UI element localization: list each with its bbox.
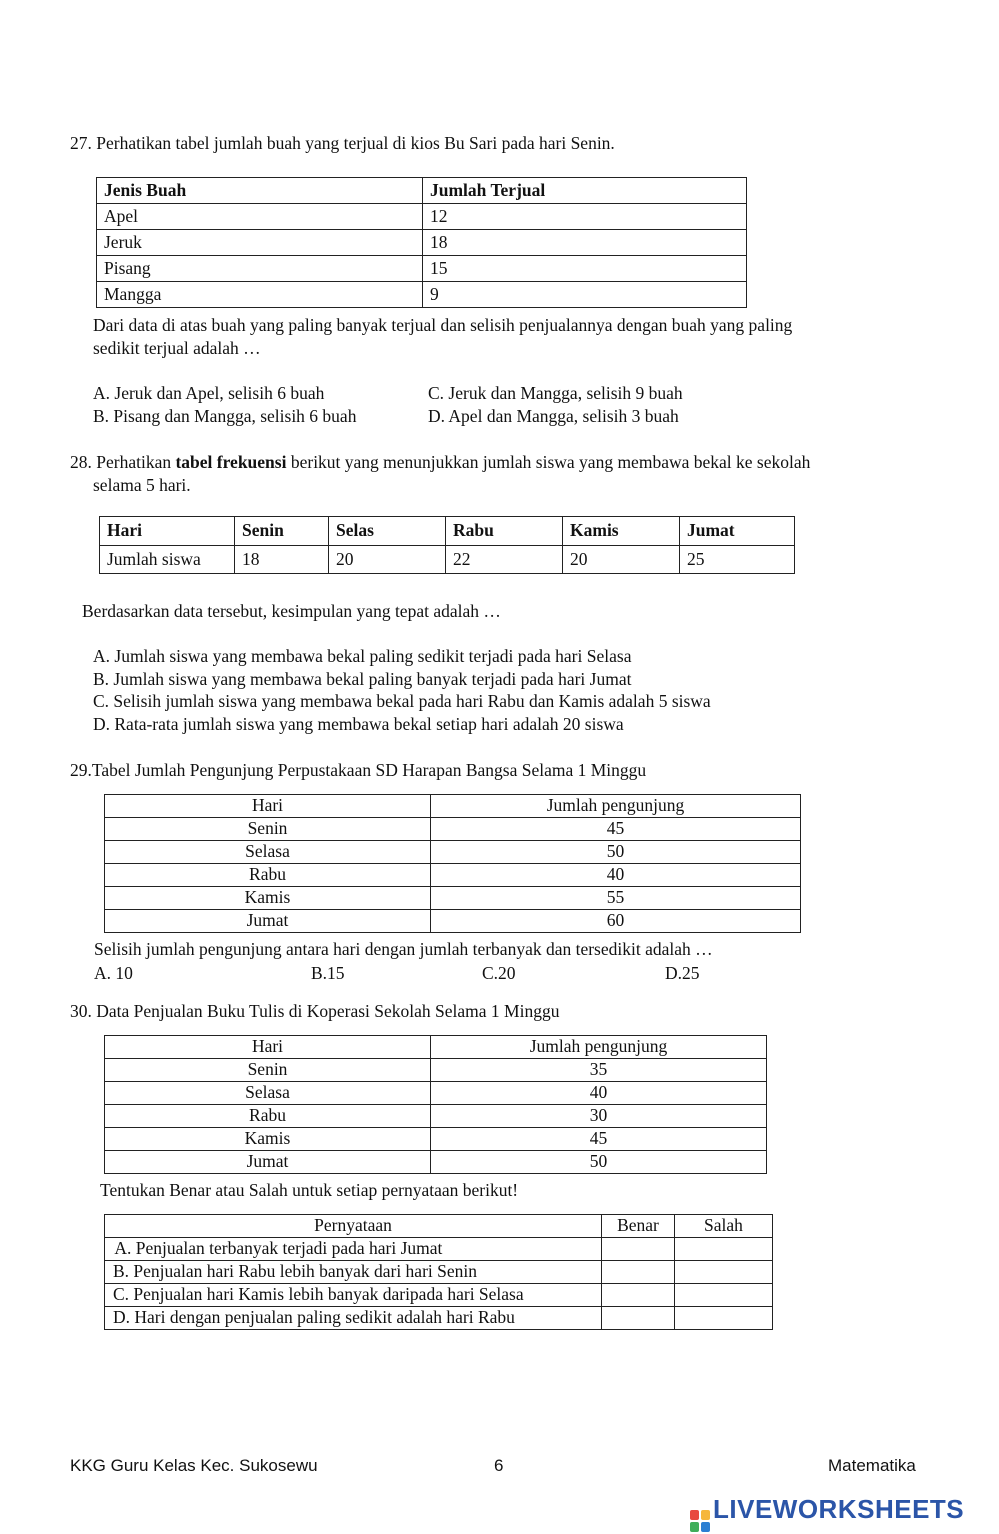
q29-cell: Selasa bbox=[105, 841, 431, 864]
q30-stem: 30. Data Penjualan Buku Tulis di Koperasi Sekolah Selama 1 Minggu bbox=[70, 1001, 560, 1021]
q29-cell: Rabu bbox=[105, 864, 431, 887]
q29-cell: 45 bbox=[431, 818, 801, 841]
q29-header-day: Hari bbox=[105, 795, 431, 818]
q27-cell: Jeruk bbox=[97, 230, 423, 256]
q29-stem: 29.Tabel Jumlah Pengunjung Perpustakaan SD Harapan Bangsa Selama 1 Minggu bbox=[70, 760, 647, 780]
q28-stem-prefix: 28. Perhatikan bbox=[70, 452, 176, 472]
q27-cell: 15 bbox=[423, 256, 747, 282]
q29-cell: Jumat bbox=[105, 910, 431, 933]
q28-cell: 25 bbox=[680, 546, 795, 574]
q29-cell: 55 bbox=[431, 887, 801, 910]
q28-cell: 20 bbox=[329, 546, 446, 574]
q28-option-a[interactable]: A. Jumlah siswa yang membawa bekal paling sedikit terjadi pada hari Selasa bbox=[93, 646, 632, 666]
tf-false-checkbox-a[interactable] bbox=[675, 1238, 773, 1261]
q27-question-line1: Dari data di atas buah yang paling banyak terjual dan selisih penjualannya dengan buah yang paling bbox=[93, 315, 793, 335]
liveworksheets-text: LIVEWORKSHEETS bbox=[713, 1494, 965, 1524]
q30-cell: 40 bbox=[431, 1082, 767, 1105]
q30-cell: Selasa bbox=[105, 1082, 431, 1105]
q27-cell: 9 bbox=[423, 282, 747, 308]
q27-option-b[interactable]: B. Pisang dan Mangga, selisih 6 buah bbox=[93, 406, 357, 426]
q28-header: Rabu bbox=[446, 517, 563, 546]
q27-cell: Apel bbox=[97, 204, 423, 230]
q29-option-c[interactable]: C.20 bbox=[482, 963, 516, 983]
q30-cell: 45 bbox=[431, 1128, 767, 1151]
q30-header-visitors: Jumlah pengunjung bbox=[431, 1036, 767, 1059]
q29-option-b[interactable]: B.15 bbox=[311, 963, 345, 983]
q28-header: Hari bbox=[100, 517, 235, 546]
q29-option-d[interactable]: D.25 bbox=[665, 963, 700, 983]
q27-question-line2: sedikit terjual adalah … bbox=[93, 338, 261, 358]
tf-true-checkbox-c[interactable] bbox=[602, 1284, 675, 1307]
q27-header-sold: Jumlah Terjual bbox=[423, 178, 747, 204]
q29-cell: Senin bbox=[105, 818, 431, 841]
q30-instruction: Tentukan Benar atau Salah untuk setiap pernyataan berikut! bbox=[100, 1180, 519, 1200]
tf-statement-b: B. Penjualan hari Rabu lebih banyak dari hari Senin bbox=[105, 1261, 602, 1284]
q29-cell: 50 bbox=[431, 841, 801, 864]
q27-table bbox=[96, 177, 747, 308]
q28-option-c[interactable]: C. Selisih jumlah siswa yang membawa bekal pada hari Rabu dan Kamis adalah 5 siswa bbox=[93, 691, 711, 711]
q30-cell: 30 bbox=[431, 1105, 767, 1128]
logo-square bbox=[690, 1522, 699, 1532]
tf-statement-c: C. Penjualan hari Kamis lebih banyak daripada hari Selasa bbox=[105, 1284, 602, 1307]
q29-question: Selisih jumlah pengunjung antara hari dengan jumlah terbanyak dan tersedikit adalah … bbox=[94, 939, 713, 959]
q28-option-d[interactable]: D. Rata-rata jumlah siswa yang membawa bekal setiap hari adalah 20 siswa bbox=[93, 714, 624, 734]
q30-table bbox=[104, 1035, 767, 1174]
q30-cell: Jumat bbox=[105, 1151, 431, 1174]
q29-table bbox=[104, 794, 801, 933]
q28-stem-bold: tabel frekuensi bbox=[175, 452, 287, 472]
liveworksheets-icon bbox=[690, 1510, 710, 1532]
logo-square bbox=[701, 1522, 710, 1532]
logo-square bbox=[690, 1510, 699, 1520]
q28-stem-suffix: berikut yang menunjukkan jumlah siswa yang membawa bekal ke sekolah bbox=[286, 452, 811, 472]
tf-statement-a: A. Penjualan terbanyak terjadi pada hari Jumat bbox=[105, 1238, 602, 1261]
q30-cell: Senin bbox=[105, 1059, 431, 1082]
q29-cell: 60 bbox=[431, 910, 801, 933]
q27-cell: Mangga bbox=[97, 282, 423, 308]
q30-cell: 35 bbox=[431, 1059, 767, 1082]
q28-cell: 18 bbox=[235, 546, 329, 574]
q27-stem: 27. Perhatikan tabel jumlah buah yang terjual di kios Bu Sari pada hari Senin. bbox=[70, 133, 615, 153]
q28-cell: Jumlah siswa bbox=[100, 546, 235, 574]
q28-stem-line2: selama 5 hari. bbox=[93, 475, 191, 495]
q30-cell: Kamis bbox=[105, 1128, 431, 1151]
q30-header-day: Hari bbox=[105, 1036, 431, 1059]
q28-table bbox=[99, 516, 795, 574]
tf-true-checkbox-b[interactable] bbox=[602, 1261, 675, 1284]
q27-header-fruit: Jenis Buah bbox=[97, 178, 423, 204]
footer-page-number: 6 bbox=[494, 1456, 504, 1475]
tf-true-checkbox-a[interactable] bbox=[602, 1238, 675, 1261]
tf-false-checkbox-c[interactable] bbox=[675, 1284, 773, 1307]
q30-cell: Rabu bbox=[105, 1105, 431, 1128]
q27-option-d[interactable]: D. Apel dan Mangga, selisih 3 buah bbox=[428, 406, 679, 426]
tf-header-true: Benar bbox=[602, 1215, 675, 1238]
tf-statement-d: D. Hari dengan penjualan paling sedikit adalah hari Rabu bbox=[105, 1307, 602, 1330]
q29-option-a[interactable]: A. 10 bbox=[94, 963, 133, 983]
tf-header-false: Salah bbox=[675, 1215, 773, 1238]
q28-header: Selas bbox=[329, 517, 446, 546]
tf-false-checkbox-b[interactable] bbox=[675, 1261, 773, 1284]
q28-question: Berdasarkan data tersebut, kesimpulan yang tepat adalah … bbox=[82, 601, 501, 621]
q28-header: Senin bbox=[235, 517, 329, 546]
tf-true-checkbox-d[interactable] bbox=[602, 1307, 675, 1330]
q28-header: Jumat bbox=[680, 517, 795, 546]
logo-square bbox=[701, 1510, 710, 1520]
q28-option-b[interactable]: B. Jumlah siswa yang membawa bekal paling banyak terjadi pada hari Jumat bbox=[93, 669, 632, 689]
q27-option-c[interactable]: C. Jeruk dan Mangga, selisih 9 buah bbox=[428, 383, 683, 403]
q27-cell: Pisang bbox=[97, 256, 423, 282]
q28-cell: 20 bbox=[563, 546, 680, 574]
q30-cell: 50 bbox=[431, 1151, 767, 1174]
q28-cell: 22 bbox=[446, 546, 563, 574]
q29-cell: 40 bbox=[431, 864, 801, 887]
tf-header-statement: Pernyataan bbox=[105, 1215, 602, 1238]
q29-header-visitors: Jumlah pengunjung bbox=[431, 795, 801, 818]
q29-cell: Kamis bbox=[105, 887, 431, 910]
liveworksheets-logo bbox=[690, 1494, 964, 1532]
q28-header: Kamis bbox=[563, 517, 680, 546]
footer-right: Matematika bbox=[828, 1456, 916, 1475]
q30-true-false-table bbox=[104, 1214, 773, 1330]
q27-cell: 18 bbox=[423, 230, 747, 256]
q28-stem bbox=[70, 452, 810, 473]
q27-cell: 12 bbox=[423, 204, 747, 230]
footer-left: KKG Guru Kelas Kec. Sukosewu bbox=[70, 1456, 318, 1475]
q27-option-a[interactable]: A. Jeruk dan Apel, selisih 6 buah bbox=[93, 383, 325, 403]
tf-false-checkbox-d[interactable] bbox=[675, 1307, 773, 1330]
